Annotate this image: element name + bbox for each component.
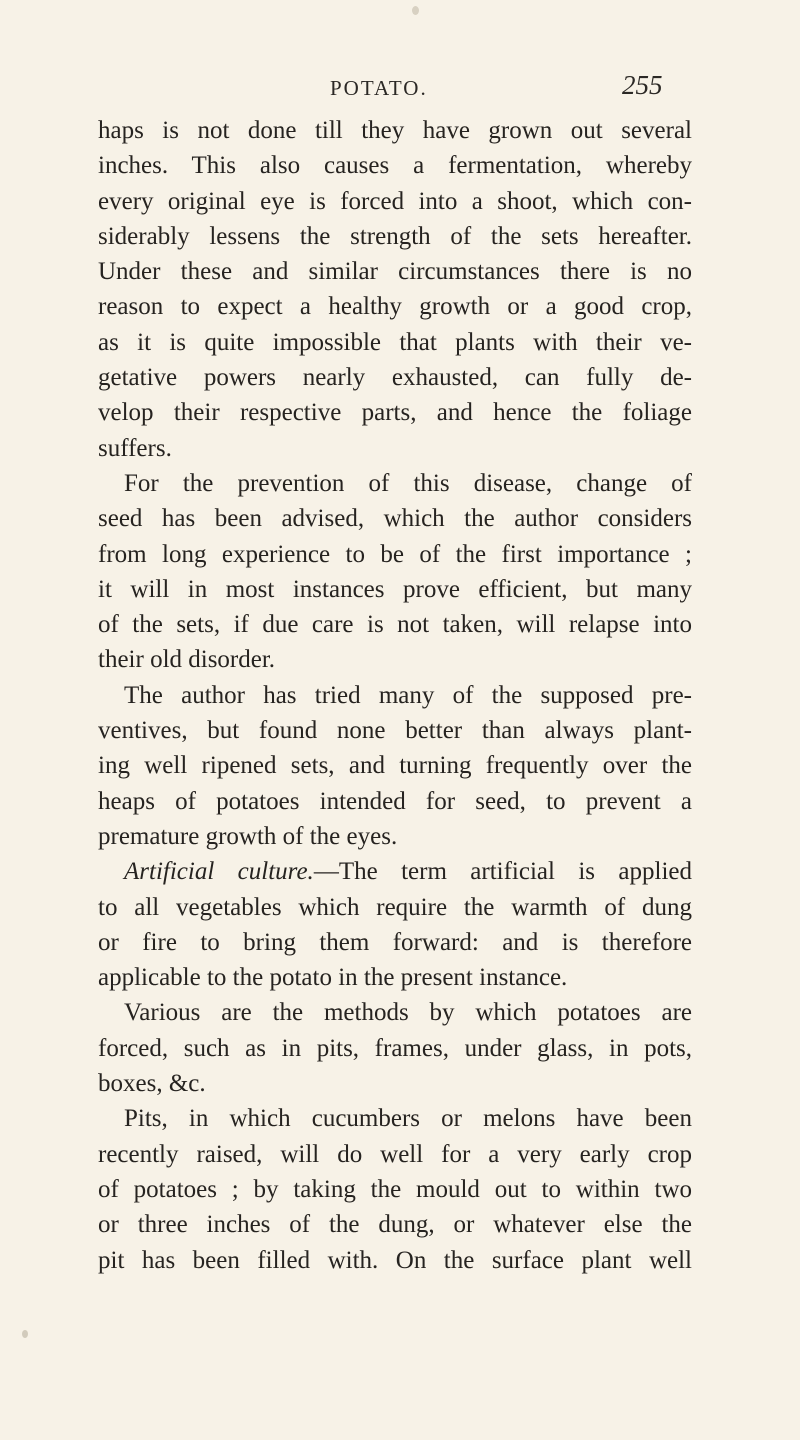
text-line: it will in most instances prove efficient, but many [98,575,692,603]
page-number: 255 [622,70,663,100]
text-line: Under these and similar circumstances there is no [98,258,692,286]
text-line: ing well ripened sets, and turning frequently over the [98,752,692,780]
text-line: as it is quite impossible that plants with their ve- [98,328,692,356]
text-line: heaps of potatoes intended for seed, to prevent a [98,787,692,815]
text-line: getative powers nearly exhausted, can fully de- [98,364,692,392]
text-line: applicable to the potato in the present instance. [98,964,568,992]
text-line: haps is not done till they have grown out several [98,117,692,144]
stain-mark [412,6,419,15]
text-line: or fire to bring them forward: and is therefore [98,928,692,956]
stain-mark [22,1330,28,1338]
text-line: their old disorder. [98,646,276,674]
text-line: siderably lessens the strength of the sets hereafter. [98,222,692,250]
text-line: velop their respective parts, and hence the foliage [98,399,692,427]
text-line: seed has been advised, which the author considers [98,505,692,533]
text-line: from long experience to be of the first importance ; [98,540,692,568]
text-line: reason to expect a healthy growth or a good crop, [98,293,692,321]
text-line: premature growth of the eyes. [98,822,398,850]
artificial-culture-line [98,854,692,889]
text-line: pit has been filled with. On the surface plant well [98,1246,692,1274]
text-line: or three inches of the dung, or whatever else the [98,1211,692,1239]
section-heading: Artificial culture. [124,858,314,886]
text-line: Various are the methods by which potatoes are [124,999,692,1027]
text-line: recently raised, will do well for a very early crop [98,1140,692,1168]
text-line: every original eye is forced into a shoot, which con- [98,187,692,215]
text-line: inches. This also causes a fermentation, whereby [98,152,692,180]
running-title: POTATO. [330,76,428,100]
text-line: of the sets, if due care is not taken, will relapse into [98,611,692,639]
section-text: —The term artificial is applied [313,858,693,886]
text-line: The author has tried many of the supposed pre- [124,681,692,709]
text-line: For the prevention of this disease, change of [124,469,692,497]
page-body [98,113,692,1278]
text-line: of potatoes ; by taking the mould out to within two [98,1175,692,1203]
text-line: boxes, &c. [98,1070,206,1098]
text-line: to all vegetables which require the warmth of dung [98,893,692,921]
text-line: Pits, in which cucumbers or melons have been [124,1105,692,1133]
text-line: ventives, but found none better than always plant- [98,717,692,745]
text-line: forced, such as in pits, frames, under glass, in pots, [98,1034,692,1062]
text-line: suffers. [98,434,172,462]
